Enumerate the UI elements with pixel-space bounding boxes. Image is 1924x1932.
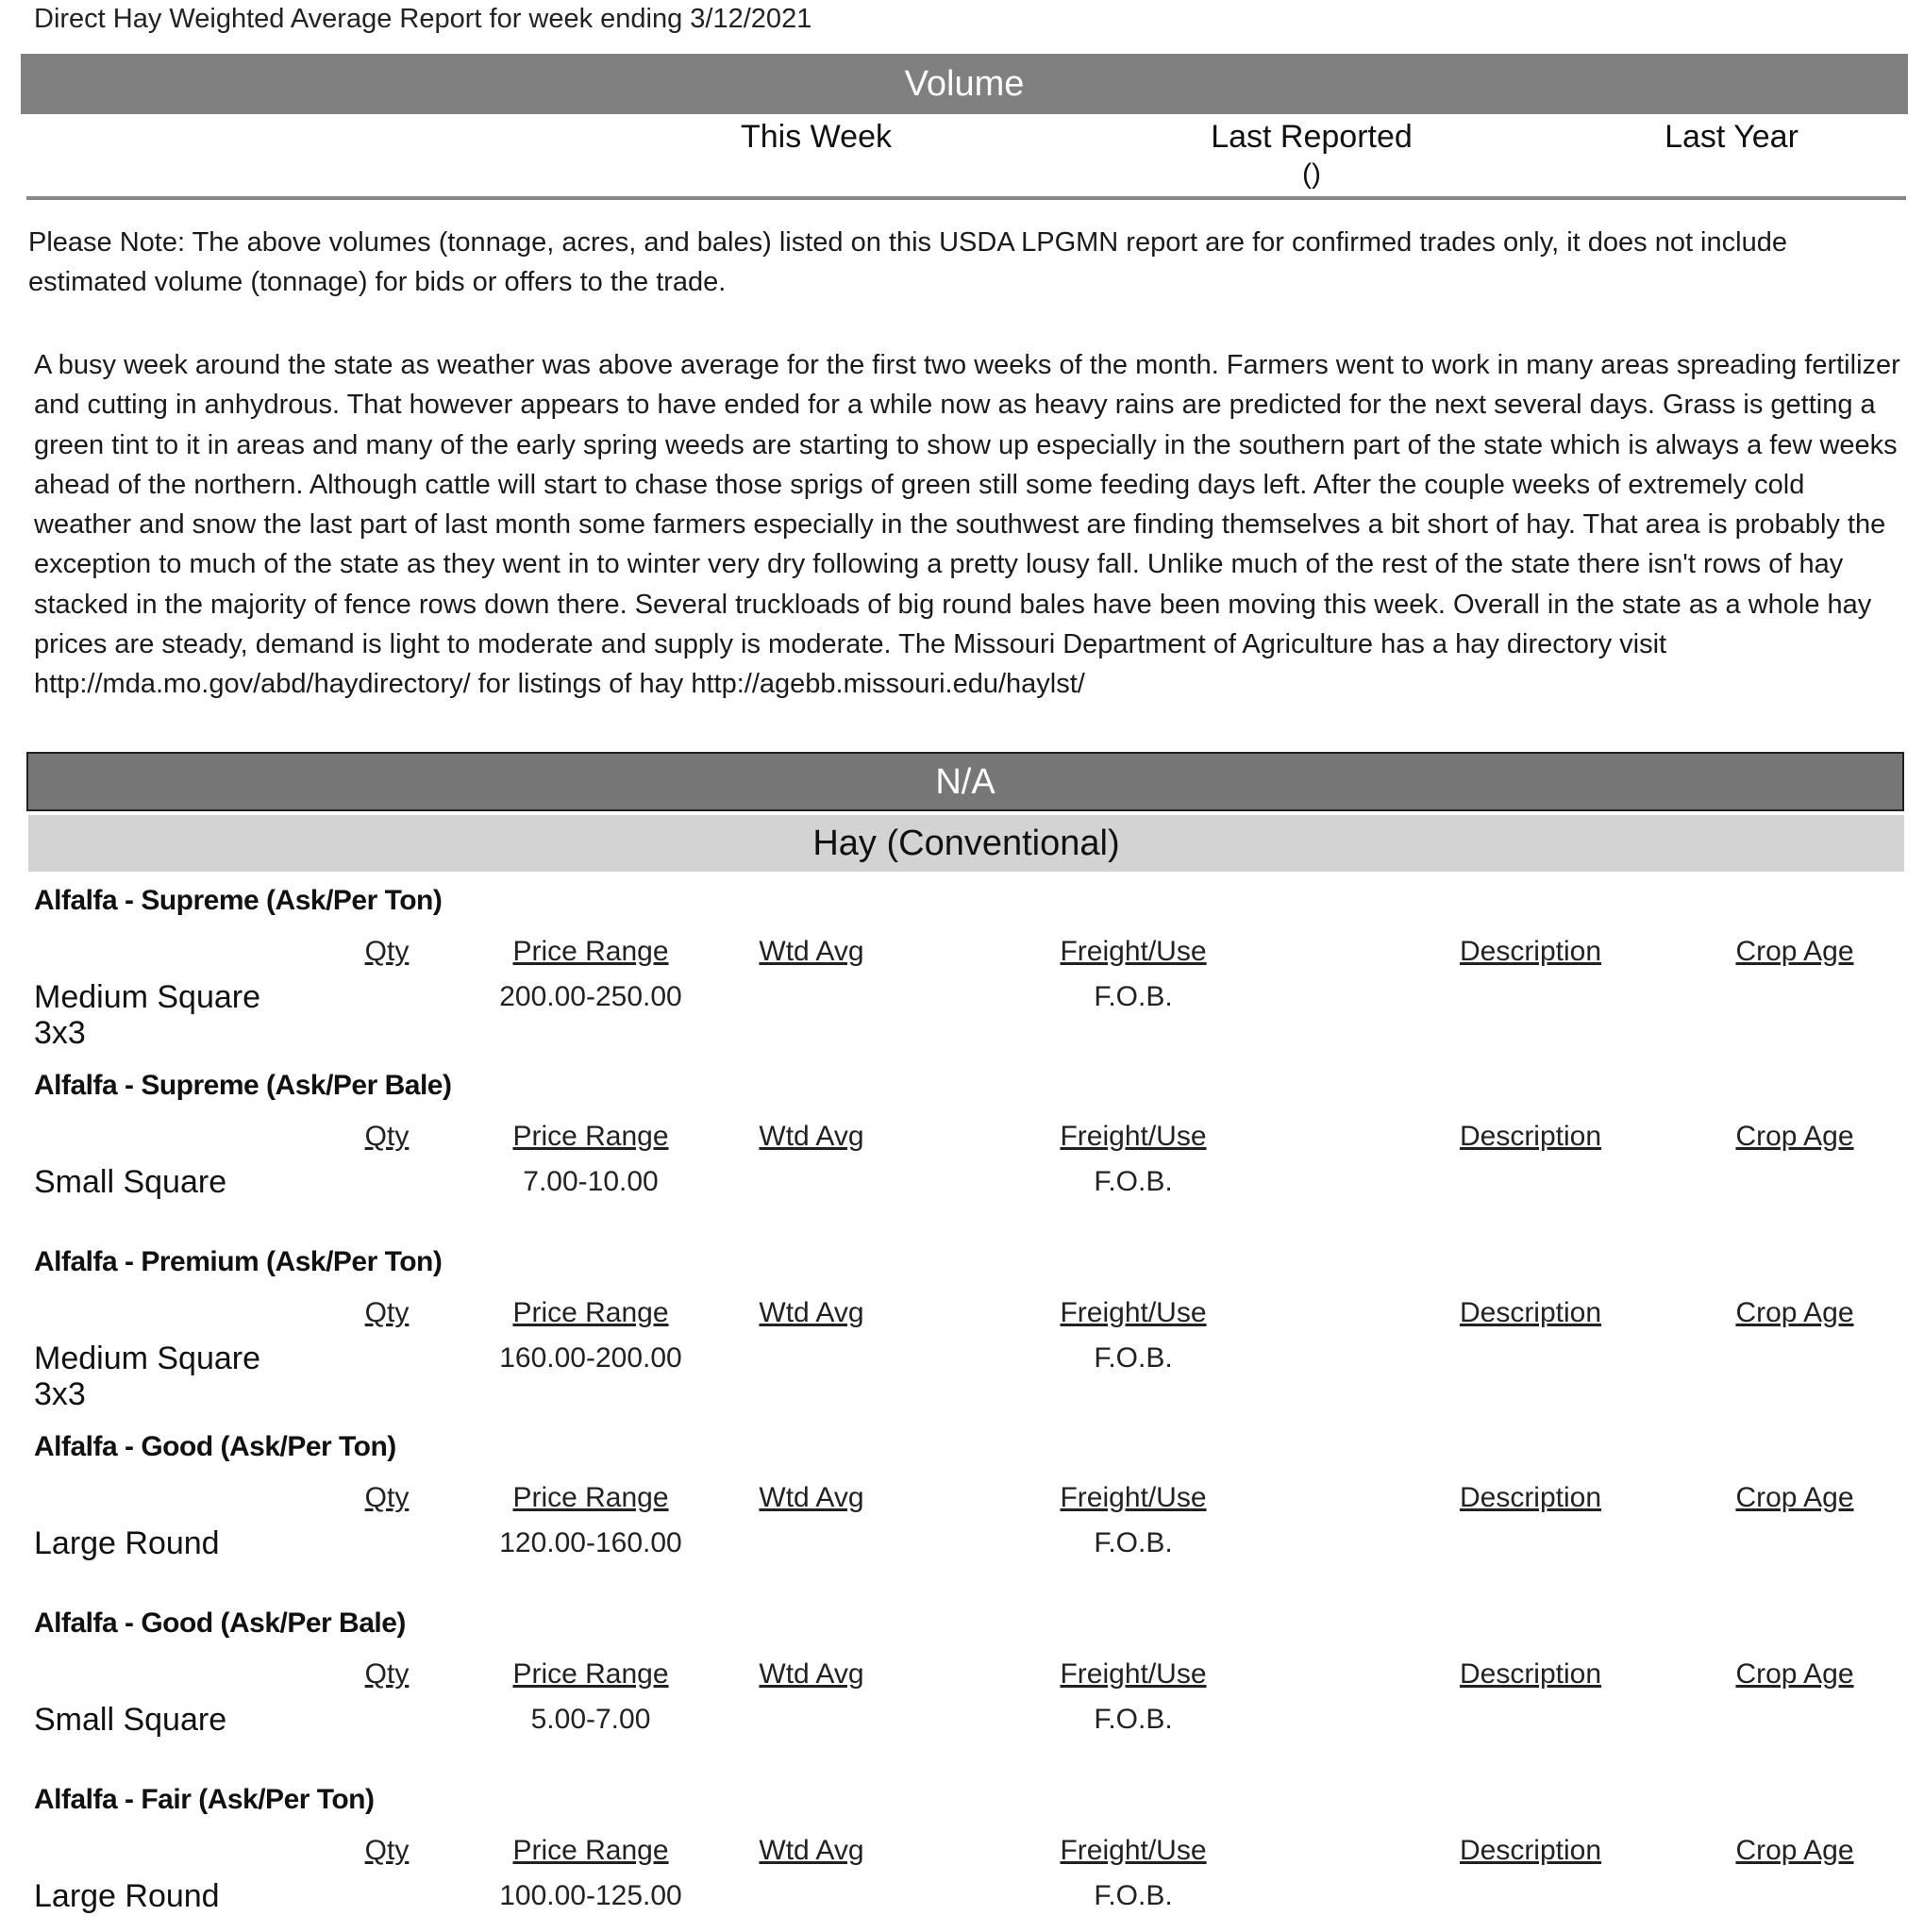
price-range-value: 5.00-7.00 bbox=[530, 1704, 651, 1735]
column-header-price-range: Price Range bbox=[512, 1121, 669, 1152]
volume-heading-bar: Volume bbox=[21, 54, 1908, 114]
section-title: Alfalfa - Supreme (Ask/Per Bale) bbox=[34, 1070, 452, 1101]
volume-last-reported-sub: () bbox=[1302, 158, 1321, 190]
column-header-wtd-avg: Wtd Avg bbox=[759, 1835, 864, 1866]
column-header-wtd-avg: Wtd Avg bbox=[759, 1482, 864, 1513]
column-header-freight-use: Freight/Use bbox=[1060, 1835, 1207, 1866]
column-header-price-range: Price Range bbox=[512, 1835, 669, 1866]
report-title: Direct Hay Weighted Average Report for week ending 3/12/2021 bbox=[34, 4, 812, 34]
volume-last-reported-header: Last Reported bbox=[1211, 119, 1413, 155]
volume-note: Please Note: The above volumes (tonnage, acres, and bales) listed on this USDA LPGMN report are for confirmed trades only, it does not include estimated volume (tonnage) for bids or offers to the trade. bbox=[28, 227, 1787, 298]
column-header-description: Description bbox=[1459, 1835, 1602, 1866]
column-header-price-range: Price Range bbox=[512, 1482, 669, 1513]
volume-divider bbox=[26, 196, 1906, 200]
freight-value: F.O.B. bbox=[1094, 1527, 1173, 1558]
market-narrative: A busy week around the state as weather was above average for the first two weeks of the month. Farmers went to work in many areas spreading fertilizer and cutting in anhydrous. That however appears to have ended for a while now as heavy rains are predicted for the next several days. Grass is getting a green tint to it in areas and many of the early spring weeds are starting to show up especially in the southern part of the state which is always a few weeks ahead of the northern. Although cattle will start to chase those sprigs of green still some feeding days left. After the couple weeks of extremely cold weather and snow the last part of last month some farmers especially in the southwest are finding themselves a bit short of hay. That area is probably the exception to much of the state as they went in to winter very dry following a pretty lousy fall. Unlike much of the rest of the state there isn't rows of hay stacked in the majority of fence rows down there. Several truckloads of big round bales have been moving this week. Overall in the state as a whole hay prices are steady, demand is light to moderate and supply is moderate. The Missouri Department of Agriculture has a hay directory visit http://mda.mo.gov/abd/haydirectory/ for listings of hay http://agebb.missouri.edu/haylst/ bbox=[34, 350, 1900, 700]
volume-this-week-header: This Week bbox=[741, 119, 892, 155]
row-label: Large Round bbox=[34, 1525, 220, 1561]
volume-last-year-header: Last Year bbox=[1665, 119, 1799, 155]
column-header-description: Description bbox=[1459, 1482, 1602, 1513]
price-range-value: 120.00-160.00 bbox=[499, 1527, 682, 1558]
section-title: Alfalfa - Premium (Ask/Per Ton) bbox=[34, 1246, 443, 1277]
column-header-crop-age: Crop Age bbox=[1735, 1658, 1854, 1690]
column-header-description: Description bbox=[1459, 1297, 1602, 1328]
freight-value: F.O.B. bbox=[1094, 1704, 1173, 1735]
row-label: Large Round bbox=[34, 1878, 220, 1914]
column-header-price-range: Price Range bbox=[512, 936, 669, 967]
row-label: Small Square bbox=[34, 1164, 227, 1200]
freight-value: F.O.B. bbox=[1094, 981, 1173, 1012]
column-header-price-range: Price Range bbox=[512, 1658, 669, 1690]
row-label: Medium Square 3x3 bbox=[34, 979, 261, 1051]
column-header-description: Description bbox=[1459, 1658, 1602, 1690]
freight-value: F.O.B. bbox=[1094, 1880, 1173, 1911]
freight-value: F.O.B. bbox=[1094, 1342, 1173, 1374]
column-header-freight-use: Freight/Use bbox=[1060, 1297, 1207, 1328]
row-label: Medium Square 3x3 bbox=[34, 1341, 261, 1412]
column-header-crop-age: Crop Age bbox=[1735, 1121, 1854, 1152]
price-range-value: 200.00-250.00 bbox=[499, 981, 682, 1012]
column-header-freight-use: Freight/Use bbox=[1060, 936, 1207, 967]
column-header-wtd-avg: Wtd Avg bbox=[759, 1297, 864, 1328]
price-range-value: 7.00-10.00 bbox=[523, 1166, 659, 1197]
section-title: Alfalfa - Supreme (Ask/Per Ton) bbox=[34, 885, 443, 916]
column-header-wtd-avg: Wtd Avg bbox=[759, 1121, 864, 1152]
price-range-value: 160.00-200.00 bbox=[499, 1342, 682, 1374]
column-header-qty: Qty bbox=[364, 1121, 410, 1152]
section-title: Alfalfa - Fair (Ask/Per Ton) bbox=[34, 1784, 375, 1815]
column-header-wtd-avg: Wtd Avg bbox=[759, 936, 864, 967]
column-header-description: Description bbox=[1459, 1121, 1602, 1152]
section-title: Alfalfa - Good (Ask/Per Ton) bbox=[34, 1431, 396, 1462]
row-label: Small Square bbox=[34, 1702, 227, 1738]
column-header-freight-use: Freight/Use bbox=[1060, 1658, 1207, 1690]
category-heading-bar: Hay (Conventional) bbox=[28, 815, 1904, 872]
column-header-freight-use: Freight/Use bbox=[1060, 1121, 1207, 1152]
column-header-wtd-avg: Wtd Avg bbox=[759, 1658, 864, 1690]
column-header-price-range: Price Range bbox=[512, 1297, 669, 1328]
column-header-qty: Qty bbox=[364, 1835, 410, 1866]
column-header-crop-age: Crop Age bbox=[1735, 936, 1854, 967]
region-heading-bar: N/A bbox=[26, 752, 1904, 811]
price-range-value: 100.00-125.00 bbox=[499, 1880, 682, 1911]
column-header-qty: Qty bbox=[364, 1482, 410, 1513]
column-header-qty: Qty bbox=[364, 936, 410, 967]
column-header-crop-age: Crop Age bbox=[1735, 1297, 1854, 1328]
column-header-description: Description bbox=[1459, 936, 1602, 967]
column-header-qty: Qty bbox=[364, 1297, 410, 1328]
column-header-qty: Qty bbox=[364, 1658, 410, 1690]
freight-value: F.O.B. bbox=[1094, 1166, 1173, 1197]
column-header-freight-use: Freight/Use bbox=[1060, 1482, 1207, 1513]
section-title: Alfalfa - Good (Ask/Per Bale) bbox=[34, 1607, 406, 1639]
column-header-crop-age: Crop Age bbox=[1735, 1835, 1854, 1866]
column-header-crop-age: Crop Age bbox=[1735, 1482, 1854, 1513]
